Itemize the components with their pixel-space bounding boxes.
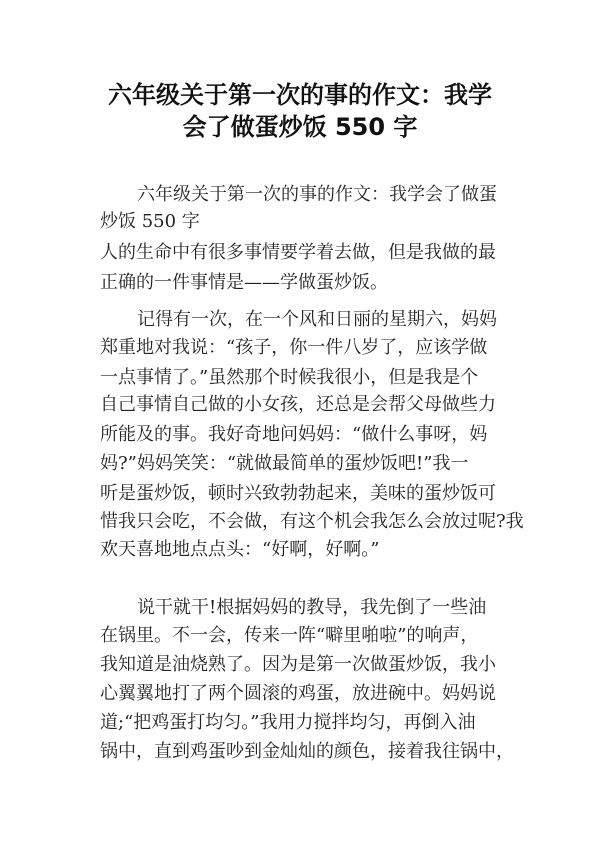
body-line: 自己事情自己做的小女孩，还总是会帮父母做些力 xyxy=(100,394,496,415)
body-line: 心翼翼地打了两个圆滚的鸡蛋，放进碗中。妈妈说 xyxy=(100,683,496,704)
body-line: 炒饭 550 字 xyxy=(100,211,200,232)
body-line: 惜我只会吃，不会做，有这个机会我怎么会放过呢?我 xyxy=(100,511,524,532)
body-line: 郑重地对我说：“孩子，你一件八岁了，应该学做 xyxy=(100,337,488,358)
body-line: 所能及的事。我好奇地问妈妈：“做什么事呀，妈 xyxy=(100,424,488,445)
body-line: 记得有一次，在一个风和日丽的星期六，妈妈 xyxy=(137,309,497,330)
body-line: 欢天喜地地点点头：“好啊，好啊。” xyxy=(100,539,380,560)
body-line: 人的生命中有很多事情要学着去做，但是我做的最 xyxy=(100,242,496,263)
body-line: 六年级关于第一次的事的作文：我学会了做蛋 xyxy=(137,184,497,205)
document-title-line-2: 会了做蛋炒饭 550 字 xyxy=(182,113,418,141)
body-line: 正确的一件事情是——学做蛋炒饭。 xyxy=(100,272,388,293)
body-line: 道;“把鸡蛋打均匀。”我用力搅拌均匀，再倒入油 xyxy=(100,712,476,733)
body-line: 说干就干!根据妈妈的教导，我先倒了一些油 xyxy=(137,597,487,618)
body-line: 在锅里。不一会，传来一阵“噼里啪啦”的响声， xyxy=(100,625,479,646)
body-line: 妈?”妈妈笑笑：“就做最简单的蛋炒饭吧!”我一 xyxy=(100,453,469,474)
body-line: 听是蛋炒饭，顿时兴致勃勃起来，美味的蛋炒饭可 xyxy=(100,483,496,504)
document-title-line-1: 六年级关于第一次的事的作文：我学 xyxy=(108,81,492,109)
body-line: 我知道是油烧熟了。因为是第一次做蛋炒饭，我小 xyxy=(100,654,496,675)
body-line: 锅中，直到鸡蛋吵到金灿灿的颜色，接着我往锅中， xyxy=(100,741,514,762)
body-line: 一点事情了。”虽然那个时候我很小，但是我是个 xyxy=(100,367,479,388)
